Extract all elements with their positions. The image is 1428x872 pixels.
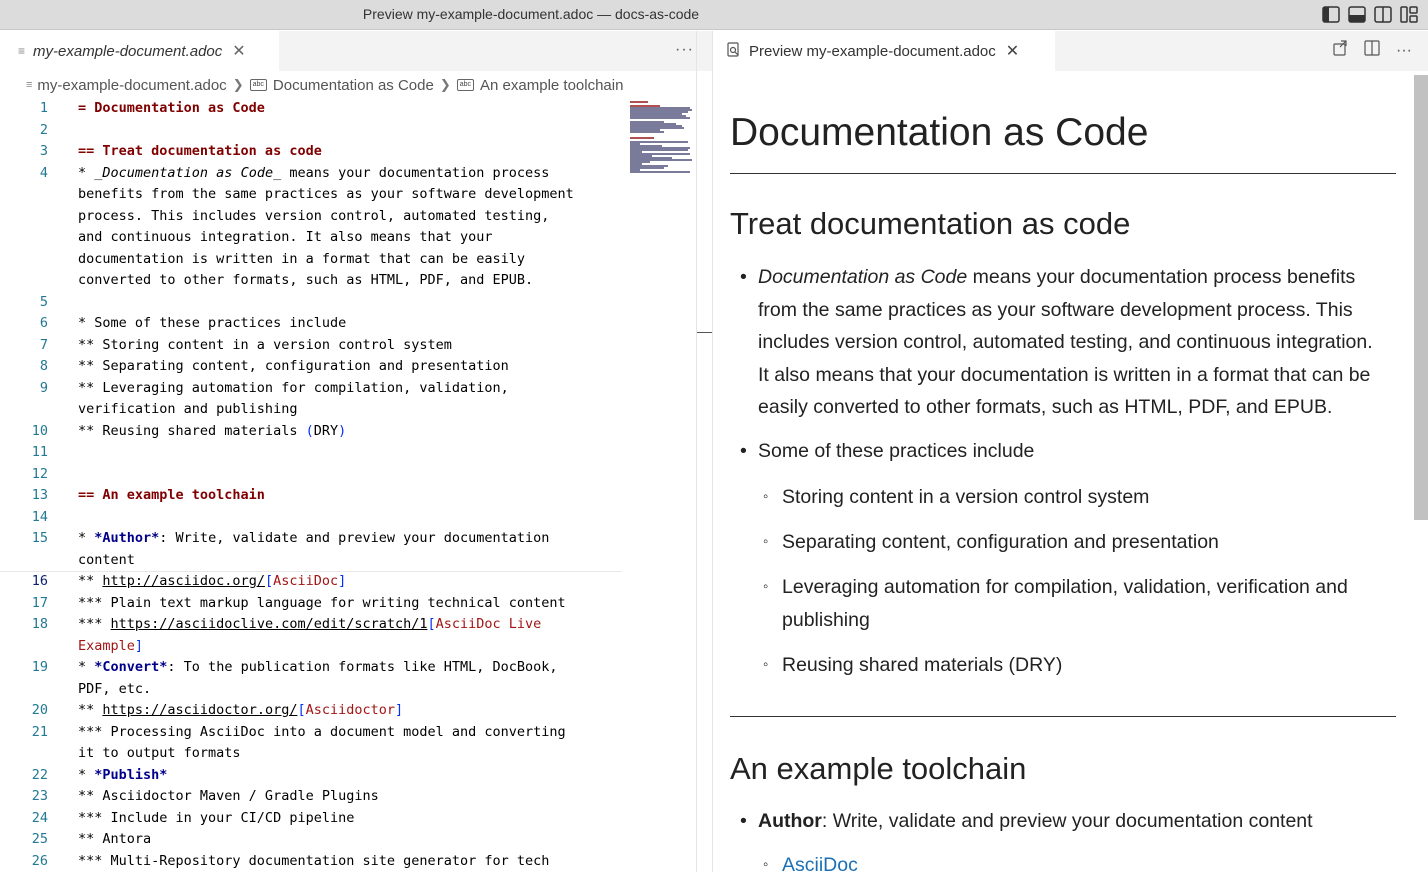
code-line[interactable]: * *Convert*: To the publication formats like HTML, DocBook,: [78, 659, 558, 675]
document-title: Documentation as Code: [730, 111, 1149, 154]
window-title: Preview my-example-document.adoc — docs-as-code: [362, 6, 700, 22]
line-number[interactable]: 21: [31, 723, 48, 740]
preview-actions: [1332, 40, 1412, 61]
preview-tab-bar: [713, 31, 1428, 71]
bullet: ◦: [763, 856, 769, 872]
open-source-icon[interactable]: [1332, 40, 1348, 61]
preview-tab-label: Preview my-example-document.adoc: [749, 42, 996, 60]
code-line[interactable]: *** Processing AsciiDoc into a document model and converting: [78, 723, 566, 740]
minimap-line: [630, 117, 690, 119]
code-line-wrap[interactable]: documentation is written in a format that can be easily: [78, 250, 526, 267]
section-icon: abc: [250, 79, 267, 91]
author-label: Author: [758, 810, 822, 832]
code-line[interactable]: ** Storing content in a version control system: [78, 336, 452, 353]
more-actions-icon[interactable]: ···: [1396, 41, 1412, 59]
customize-layout-icon[interactable]: [1400, 6, 1418, 23]
code-line-wrap[interactable]: converted to other formats, such as HTML, PDF, and EPUB.: [78, 272, 534, 288]
code-line[interactable]: = Documentation as Code: [78, 100, 265, 116]
item-text: : Write, validate and preview your documentation content: [821, 810, 1313, 832]
file-icon: ≡: [26, 79, 33, 91]
code-line[interactable]: *** Multi-Repository documentation site generator for tech: [78, 852, 550, 869]
line-number[interactable]: 25: [31, 831, 48, 847]
code-line-wrap[interactable]: verification and publishing: [78, 401, 298, 417]
line-number[interactable]: 14: [31, 508, 48, 525]
toggle-panel-icon[interactable]: [1348, 6, 1366, 23]
minimap-line: [630, 131, 664, 133]
bullet: ◦: [763, 578, 769, 595]
minimap[interactable]: [630, 99, 696, 872]
section-heading-1: Treat documentation as code: [730, 206, 1131, 241]
code-line[interactable]: ** Leveraging automation for compilation, validation,: [78, 379, 509, 396]
bullet: •: [740, 810, 747, 832]
bullet: •: [740, 440, 747, 462]
line-number[interactable]: 18: [31, 616, 48, 632]
code-line-wrap[interactable]: it to output formats: [78, 745, 241, 761]
line-number[interactable]: 1: [39, 100, 48, 116]
layout-controls: [1322, 6, 1418, 23]
line-number[interactable]: 24: [31, 809, 48, 826]
bullet: •: [740, 266, 747, 288]
item-text: Reusing shared materials (DRY): [782, 654, 1063, 676]
code-line[interactable]: ** Separating content, configuration and presentation: [78, 358, 509, 374]
more-actions-icon[interactable]: ···: [675, 41, 694, 58]
line-number[interactable]: 2: [39, 121, 48, 138]
line-number[interactable]: 4: [39, 164, 48, 181]
list-item: [740, 435, 1398, 468]
line-number[interactable]: 16: [31, 573, 48, 589]
item-text: It also means that your documentation is written in a format that can be: [758, 363, 1371, 386]
item-text: Some of these practices include: [758, 440, 1035, 462]
toggle-secondary-sidebar-icon[interactable]: [1374, 6, 1392, 23]
line-number[interactable]: 17: [31, 594, 48, 611]
item-text: from the same practices as your software development process. This: [758, 298, 1353, 321]
code-line[interactable]: * _Documentation as Code_ means your documentation process: [78, 164, 550, 181]
sash-handle: [697, 332, 712, 333]
breadcrumb-section-2[interactable]: An example toolchain: [480, 76, 624, 94]
line-number[interactable]: 12: [31, 465, 48, 482]
close-icon[interactable]: ✕: [232, 43, 246, 60]
emphasis-text: Documentation as Code: [758, 266, 968, 288]
line-number[interactable]: 11: [31, 444, 48, 460]
editor-divider[interactable]: [696, 31, 697, 872]
scrollbar[interactable]: [1414, 75, 1428, 520]
item-text: means your documentation process benefits: [967, 266, 1356, 288]
title-bar: [0, 0, 1428, 30]
minimap-line: [630, 171, 690, 173]
item-text: easily converted to other formats, such as HTML, PDF, and EPUB.: [758, 396, 1333, 418]
editor-tab-bar: [0, 31, 712, 71]
code-line[interactable]: ** Asciidoctor Maven / Gradle Plugins: [78, 788, 379, 804]
bullet: ◦: [763, 488, 769, 505]
code-editor[interactable]: [0, 99, 696, 872]
line-number[interactable]: 10: [31, 422, 48, 439]
section-rule: [730, 716, 1396, 717]
sub-list-item: [763, 649, 1402, 682]
line-number[interactable]: 9: [39, 379, 48, 396]
code-line-wrap[interactable]: and continuous integration. It also means that your: [78, 229, 493, 245]
preview-icon: [727, 42, 741, 60]
code-line[interactable]: *** Plain text markup language for writing technical content: [78, 594, 566, 611]
code-line-wrap[interactable]: process. This includes version control, automated testing,: [78, 207, 550, 224]
preview-tab[interactable]: [713, 31, 1055, 71]
split-editor-icon[interactable]: [1364, 40, 1380, 61]
item-text: includes version control, automated testing, and continuous integration.: [758, 331, 1373, 353]
minimap-line: [630, 101, 648, 103]
title-rule: [730, 173, 1396, 174]
code-line-wrap[interactable]: Example]: [78, 637, 144, 654]
bullet: ◦: [763, 656, 769, 673]
code-line[interactable]: * *Publish*: [78, 766, 168, 783]
code-line[interactable]: ** Antora: [78, 831, 152, 847]
line-number[interactable]: 8: [39, 358, 48, 374]
bullet: ◦: [763, 533, 769, 550]
line-number[interactable]: 5: [39, 293, 48, 310]
sub-list-item: [763, 481, 1402, 514]
sub-list-item: [763, 849, 1402, 872]
section-icon: abc: [457, 79, 474, 91]
code-line[interactable]: ** https://asciidoctor.org/[Asciidoctor]: [78, 702, 404, 718]
breadcrumb-file[interactable]: my-example-document.adoc: [37, 76, 227, 94]
toggle-primary-sidebar-icon[interactable]: [1322, 6, 1340, 23]
chevron-right-icon: ❯: [232, 77, 244, 92]
breadcrumb-section-1[interactable]: Documentation as Code: [272, 76, 434, 94]
editor-tab-label: my-example-document.adoc: [33, 42, 223, 60]
line-number[interactable]: 22: [31, 766, 48, 783]
file-icon: ≡: [18, 44, 26, 58]
line-number[interactable]: 13: [31, 487, 48, 503]
list-item: [740, 805, 1398, 838]
code-line[interactable]: *** https://asciidoclive.com/edit/scratch/1[AsciiDoc Live: [78, 616, 542, 632]
line-number[interactable]: 19: [31, 659, 48, 675]
item-text: Separating content, configuration and presentation: [782, 531, 1219, 553]
line-number[interactable]: 7: [39, 336, 48, 353]
line-number[interactable]: 23: [31, 788, 48, 804]
close-icon[interactable]: ✕: [1005, 43, 1020, 60]
line-number[interactable]: 26: [31, 852, 48, 869]
code-line[interactable]: == Treat documentation as code: [78, 143, 322, 159]
section-heading-2: An example toolchain: [730, 751, 1027, 786]
line-number[interactable]: 6: [39, 315, 48, 331]
sub-list-item: [763, 571, 1402, 636]
code-line[interactable]: * Some of these practices include: [78, 315, 347, 331]
sub-list-item: [763, 526, 1402, 559]
item-text: Storing content in a version control system: [782, 486, 1150, 508]
line-number[interactable]: 20: [31, 702, 48, 718]
breadcrumb: [0, 71, 696, 99]
code-line-wrap[interactable]: content: [78, 551, 135, 568]
asciidoc-link[interactable]: AsciiDoc: [782, 854, 858, 872]
item-text: Leveraging automation for compilation, validation, verification and: [782, 576, 1348, 598]
line-number[interactable]: 15: [31, 530, 48, 546]
item-text: publishing: [782, 608, 870, 631]
preview-pane[interactable]: [713, 71, 1428, 872]
code-line[interactable]: ** http://asciidoc.org/[AsciiDoc]: [78, 573, 347, 589]
code-line[interactable]: == An example toolchain: [78, 487, 265, 503]
code-line[interactable]: * *Author*: Write, validate and preview your documentation: [78, 530, 550, 546]
editor-tab[interactable]: [0, 31, 279, 71]
chevron-right-icon: ❯: [439, 77, 451, 92]
code-line[interactable]: *** Include in your CI/CD pipeline: [78, 809, 355, 826]
code-line[interactable]: ** Reusing shared materials (DRY): [78, 422, 347, 439]
list-item: [740, 261, 1398, 424]
line-number[interactable]: 3: [39, 143, 48, 159]
minimap-line: [630, 137, 654, 139]
code-line-wrap[interactable]: benefits from the same practices as your software development: [78, 186, 574, 202]
code-line-wrap[interactable]: PDF, etc.: [78, 680, 152, 697]
